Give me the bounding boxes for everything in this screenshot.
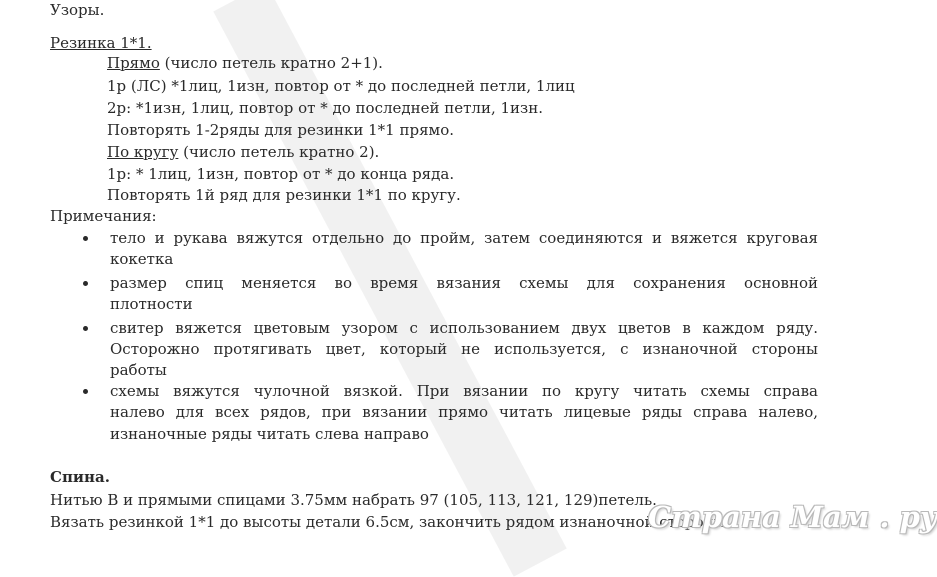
back-line-2: Вязать резинкой 1*1 до высоты детали 6.5см, закончить рядом изнаночной стороны.: [50, 513, 731, 531]
flat-instruction: [107, 53, 383, 73]
repeat-flat: Повторять 1-2ряды для резинки 1*1 прямо.: [107, 121, 455, 139]
note-4-line-2: налево для всех рядов, при вязании прямо читать лицевые ряды справа налево,: [110, 403, 818, 421]
bullet-icon: [83, 236, 88, 241]
bullet-icon: [83, 389, 88, 394]
bullet-icon: [83, 281, 88, 286]
round-note: (число петель кратно 2).: [178, 143, 380, 161]
note-1-line-1: тело и рукава вяжутся отдельно до пройм, затем соединяются и вяжется круговая: [110, 229, 818, 247]
note-4-line-1: схемы вяжутся чулочной вязкой. При вязании по кругу читать схемы справа: [110, 382, 818, 400]
bullet-icon: [83, 326, 88, 331]
note-1-line-2: кокетка: [110, 250, 174, 268]
note-3-line-1: свитер вяжется цветовым узором с использованием двух цветов в каждом ряду.: [110, 319, 818, 337]
note-3-line-3: работы: [110, 361, 167, 379]
section-heading: Узоры.: [50, 1, 105, 19]
round-instruction: [107, 142, 379, 162]
back-title: Спина.: [50, 468, 110, 486]
repeat-round: Повторять 1й ряд для резинки 1*1 по кругу.: [107, 186, 461, 204]
note-2-line-2: плотности: [110, 295, 193, 313]
flat-note: (число петель кратно 2+1).: [159, 54, 383, 72]
flat-label: Прямо: [107, 54, 160, 72]
note-2-line-1: размер спиц меняется во время вязания схемы для сохранения основной: [110, 274, 818, 292]
notes-title: Примечания:: [50, 207, 157, 225]
row-1: 1р (ЛС) *1лиц, 1изн, повтор от * до последней петли, 1лиц: [107, 77, 575, 95]
rib-title: Резинка 1*1.: [50, 34, 152, 52]
watermark-logo: Страна Мам . ру: [648, 500, 937, 534]
row-2: 2р: *1изн, 1лиц, повтор от * до последней петли, 1изн.: [107, 99, 543, 117]
round-row-1: 1р: * 1лиц, 1изн, повтор от * до конца ряда.: [107, 165, 455, 183]
note-4-line-3: изнаночные ряды читать слева направо: [110, 425, 429, 443]
note-3-line-2: Осторожно протягивать цвет, который не используется, с изнаночной стороны: [110, 340, 818, 358]
back-line-1: Нитью В и прямыми спицами 3.75мм набрать 97 (105, 113, 121, 129)петель.: [50, 491, 657, 509]
round-label: По кругу: [107, 143, 179, 161]
